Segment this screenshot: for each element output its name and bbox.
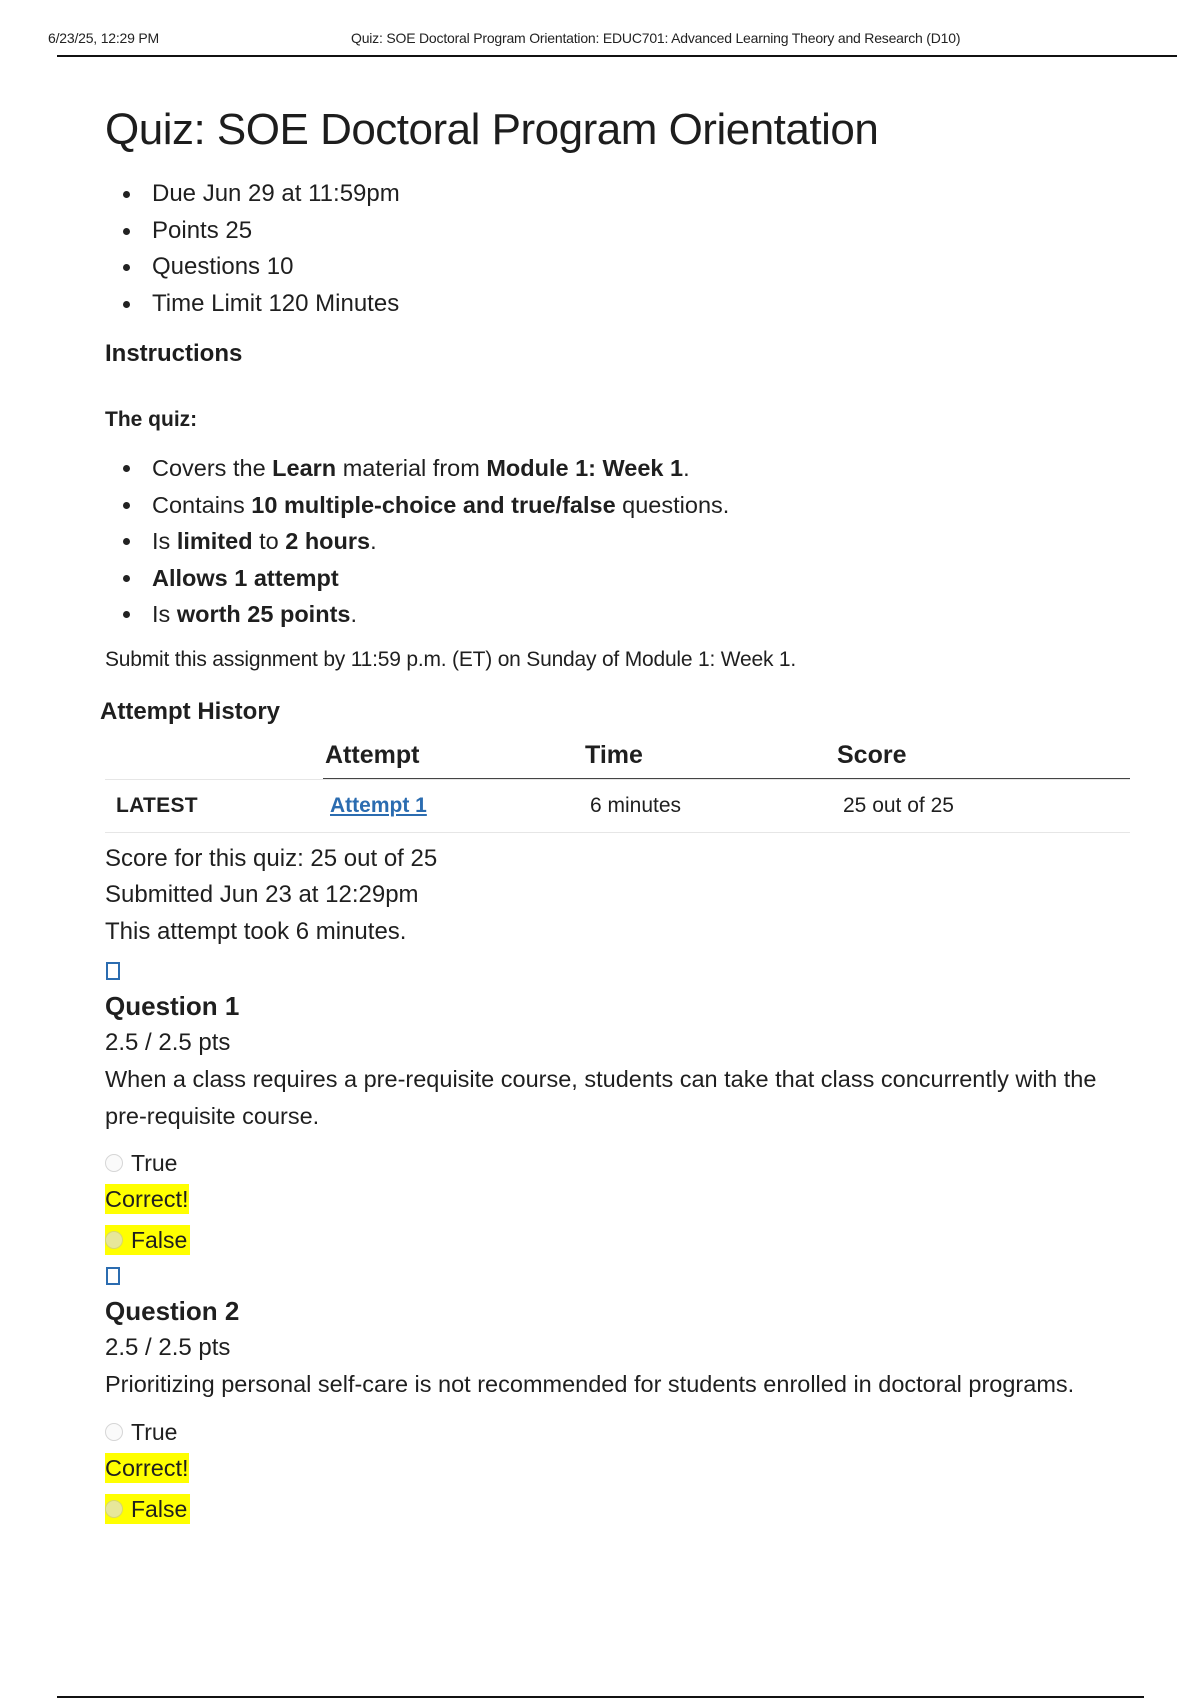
table-header [323,740,1130,780]
answer-label: True [131,1150,178,1176]
quiz-content [100,98,1125,1524]
instruction-item: Allows 1 attempt [119,560,1139,597]
attempt-time: 6 minutes [590,793,682,817]
answer-option-false[interactable] [105,1225,190,1255]
the-quiz-label: The quiz: [105,408,198,431]
radio-button-icon[interactable] [105,1423,123,1441]
quiz-meta-points: Points 25 [119,213,1139,250]
score-text: Score for this quiz: 25 out of 25 [105,844,438,872]
question-title: Question 2 [105,1296,240,1326]
question-text: Prioritizing personal self-care is not recommended for students enrolled in doctoral programs. [105,1371,1075,1397]
radio-button-icon[interactable] [105,1500,123,1518]
print-datetime: 6/23/25, 12:29 PM [48,30,160,46]
submitted-text: Submitted Jun 23 at 12:29pm [105,881,419,908]
answer-label: True [131,1418,178,1445]
column-header-time: Time [585,740,643,769]
correct-feedback: Correct! [105,1186,189,1212]
instruction-item: Contains 10 multiple-choice and true/false questions. [119,487,1139,524]
correct-feedback: Correct! [105,1454,189,1481]
instruction-item: Is worth 25 points. [119,596,1139,633]
instructions-list [105,450,1125,633]
quiz-meta-due: Due Jun 29 at 11:59pm [119,176,1139,213]
flag-question-icon[interactable] [106,962,120,980]
quiz-score-summary [105,841,1125,951]
footer-divider [57,1696,1144,1698]
attempt-history [100,697,1120,833]
print-header [0,0,1200,60]
quiz-meta-time-limit: Time Limit 120 Minutes [119,286,1139,323]
instructions-heading: Instructions [105,340,243,367]
answer-label: False [131,1227,188,1253]
radio-button-icon[interactable] [105,1154,123,1172]
question-points: 2.5 / 2.5 pts [105,1334,231,1361]
question-1 [105,962,1125,1255]
quiz-title: Quiz: SOE Doctoral Program Orientation [105,105,879,154]
radio-button-icon[interactable] [105,1231,123,1249]
column-header-attempt: Attempt [325,740,420,769]
attempt-history-table [105,740,1130,833]
attempt-score: 25 out of 25 [843,793,954,817]
answer-label: False [131,1495,188,1522]
quiz-meta-questions: Questions 10 [119,249,1139,286]
attempt-1-link[interactable]: Attempt 1 [330,793,427,817]
question-title: Question 1 [105,991,240,1021]
question-2 [105,1267,1125,1524]
answer-option-false[interactable] [105,1494,190,1524]
answer-option-true[interactable] [105,1148,177,1178]
question-text: When a class requires a pre-requisite course, students can take that class concurrently with the pre-requisite course. [105,1066,1097,1129]
submit-note: Submit this assignment by 11:59 p.m. (ET) on Sunday of Module 1: Week 1. [105,647,797,671]
column-header-score: Score [837,740,907,769]
attempt-history-heading: Attempt History [100,697,281,725]
flag-question-icon[interactable] [106,1267,120,1285]
answer-option-true[interactable] [105,1417,177,1447]
table-row [105,779,1130,833]
instruction-item: Covers the Learn material from Module 1: Week 1. [119,450,1139,487]
duration-text: This attempt took 6 minutes. [105,917,407,945]
header-divider [57,55,1177,57]
instruction-item: Is limited to 2 hours. [119,523,1139,560]
quiz-meta-list [105,176,1125,322]
question-points: 2.5 / 2.5 pts [105,1029,231,1056]
latest-label: LATEST [116,793,198,817]
print-page-title: Quiz: SOE Doctoral Program Orientation: EDUC701: Advanced Learning Theory and Research (D10) [351,30,961,46]
